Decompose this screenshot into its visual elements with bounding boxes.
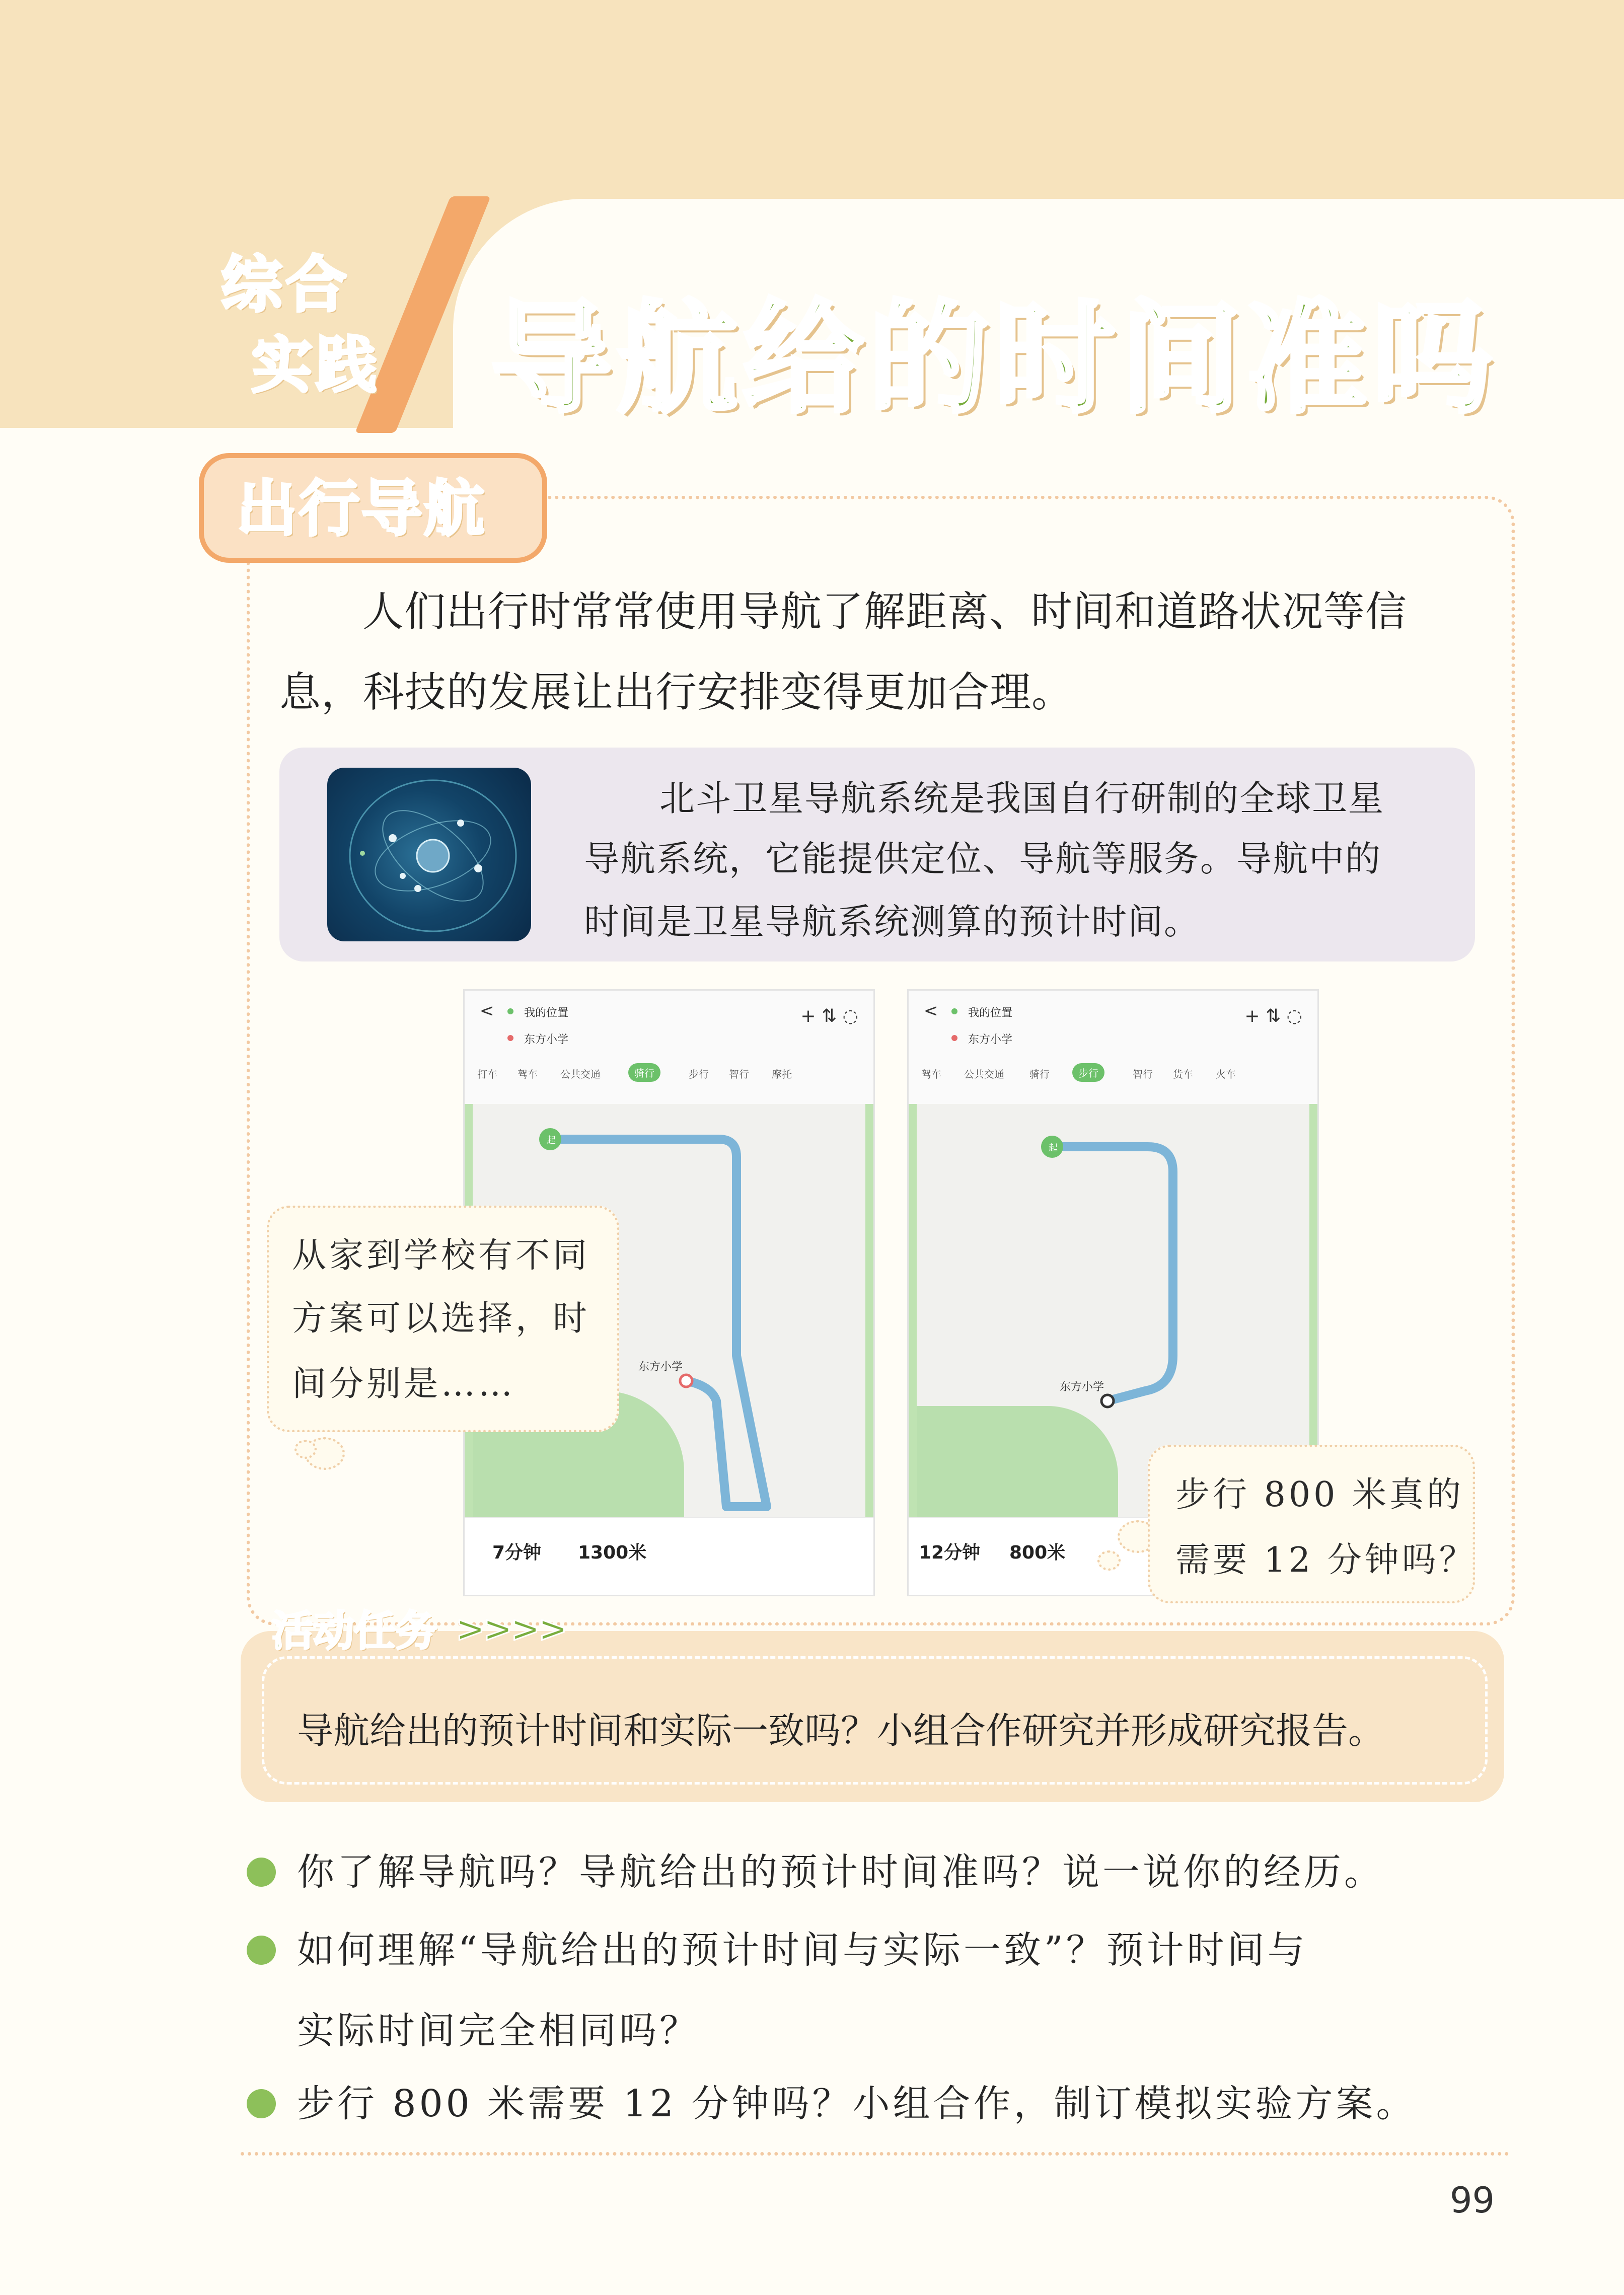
route-distance: 800米 bbox=[1009, 1542, 1066, 1563]
tab-drive: 驾车 bbox=[921, 1068, 941, 1080]
origin-label: 我的位置 bbox=[524, 1007, 569, 1019]
bullet-icon bbox=[247, 2089, 276, 2118]
info-line-1: 北斗卫星导航系统是我国自行研制的全球卫星 bbox=[659, 778, 1384, 819]
tab-cycle: 骑行 bbox=[1029, 1068, 1050, 1080]
bubble-left-line-2: 方案可以选择，时 bbox=[292, 1299, 590, 1339]
satellite-orbit-icon bbox=[327, 768, 531, 941]
tab-cycle: 骑行 bbox=[628, 1063, 660, 1082]
destination-field: 东方小学 bbox=[524, 1033, 569, 1046]
satellite-image bbox=[327, 768, 531, 941]
bubble-tail-dot-2 bbox=[294, 1440, 317, 1459]
activity-task-text: 导航给出的预计时间和实际一致吗？小组合作研究并形成研究报告。 bbox=[297, 1710, 1385, 1752]
tab-transit: 公共交通 bbox=[964, 1068, 1004, 1080]
bullet-icon bbox=[247, 1936, 276, 1965]
question-2: 如何理解“导航给出的预计时间与实际一致”？预计时间与 bbox=[297, 1929, 1308, 1972]
destination-dot-icon bbox=[951, 1035, 957, 1041]
tab-taxi: 打车 bbox=[477, 1068, 497, 1080]
info-line-3: 时间是卫星导航系统测算的预计时间。 bbox=[584, 901, 1200, 942]
back-icon: < bbox=[480, 1001, 494, 1021]
intro-line-2: 息，科技的发展让出行安排变得更加合理。 bbox=[279, 669, 1074, 716]
category-tag bbox=[191, 237, 403, 403]
tab-smart: 智行 bbox=[729, 1068, 749, 1080]
tab-transit: 公共交通 bbox=[560, 1068, 601, 1080]
route-distance: 1300米 bbox=[578, 1542, 647, 1563]
bottom-divider bbox=[241, 2152, 1509, 2156]
tab-walk: 步行 bbox=[689, 1068, 709, 1080]
tab-smart: 智行 bbox=[1133, 1068, 1153, 1080]
section-title: 出行导航 bbox=[237, 474, 486, 544]
category-tag-line-1: 综合 bbox=[222, 250, 350, 320]
map-destination-label: 东方小学 bbox=[638, 1361, 683, 1373]
info-line-2: 导航系统，它能提供定位、导航等服务。导航中的 bbox=[584, 838, 1381, 879]
route-time: 7分钟 bbox=[492, 1542, 542, 1563]
back-icon: < bbox=[924, 1001, 938, 1021]
bubble-left-line-3: 间分别是…… bbox=[292, 1364, 516, 1404]
tab-train: 火车 bbox=[1216, 1068, 1236, 1080]
tab-motorbike: 摩托 bbox=[772, 1068, 792, 1080]
add-swap-voice-icons: + ⇅ ◌ bbox=[1244, 1006, 1302, 1026]
bubble-left-line-1: 从家到学校有不同 bbox=[292, 1236, 590, 1276]
question-1: 你了解导航吗？导航给出的预计时间准吗？说一说你的经历。 bbox=[297, 1850, 1384, 1894]
page-number: 99 bbox=[1450, 2180, 1495, 2221]
route-time: 12分钟 bbox=[919, 1542, 981, 1563]
question-3: 步行 800 米需要 12 分钟吗？小组合作，制订模拟实验方案。 bbox=[297, 2082, 1417, 2125]
tab-drive: 驾车 bbox=[518, 1068, 538, 1080]
start-marker: 起 bbox=[547, 1135, 556, 1146]
map-destination-label: 东方小学 bbox=[1060, 1381, 1104, 1393]
add-swap-voice-icons: + ⇅ ◌ bbox=[800, 1006, 858, 1026]
origin-dot-icon bbox=[951, 1008, 957, 1014]
tab-walk: 步行 bbox=[1072, 1063, 1104, 1082]
bullet-icon bbox=[247, 1858, 276, 1887]
activity-title: 活动任务 bbox=[272, 1607, 437, 1655]
intro-line-1: 人们出行时常常使用导航了解距离、时间和道路状况等信 bbox=[362, 588, 1408, 636]
tab-truck: 货车 bbox=[1173, 1068, 1193, 1080]
category-tag-line-2: 实践 bbox=[252, 331, 381, 401]
bubble-right-line-2: 需要 12 分钟吗？ bbox=[1175, 1540, 1477, 1580]
origin-label: 我的位置 bbox=[968, 1007, 1013, 1019]
activity-arrows-icon: >>>> bbox=[456, 1608, 566, 1650]
question-2-continued: 实际时间完全相同吗？ bbox=[297, 2009, 700, 2052]
destination-dot-icon bbox=[507, 1035, 513, 1041]
route-summary bbox=[465, 1517, 873, 1596]
origin-dot-icon bbox=[507, 1008, 513, 1014]
transport-tabs bbox=[921, 1066, 1304, 1086]
destination-field: 东方小学 bbox=[968, 1033, 1013, 1046]
transport-tabs bbox=[477, 1066, 860, 1086]
page-title: 导航给的时间准吗 bbox=[491, 288, 1498, 429]
bubble-right-line-1: 步行 800 米真的 bbox=[1175, 1475, 1464, 1515]
start-marker: 起 bbox=[1049, 1143, 1058, 1153]
bubble-tail-dot-2 bbox=[1097, 1550, 1121, 1571]
